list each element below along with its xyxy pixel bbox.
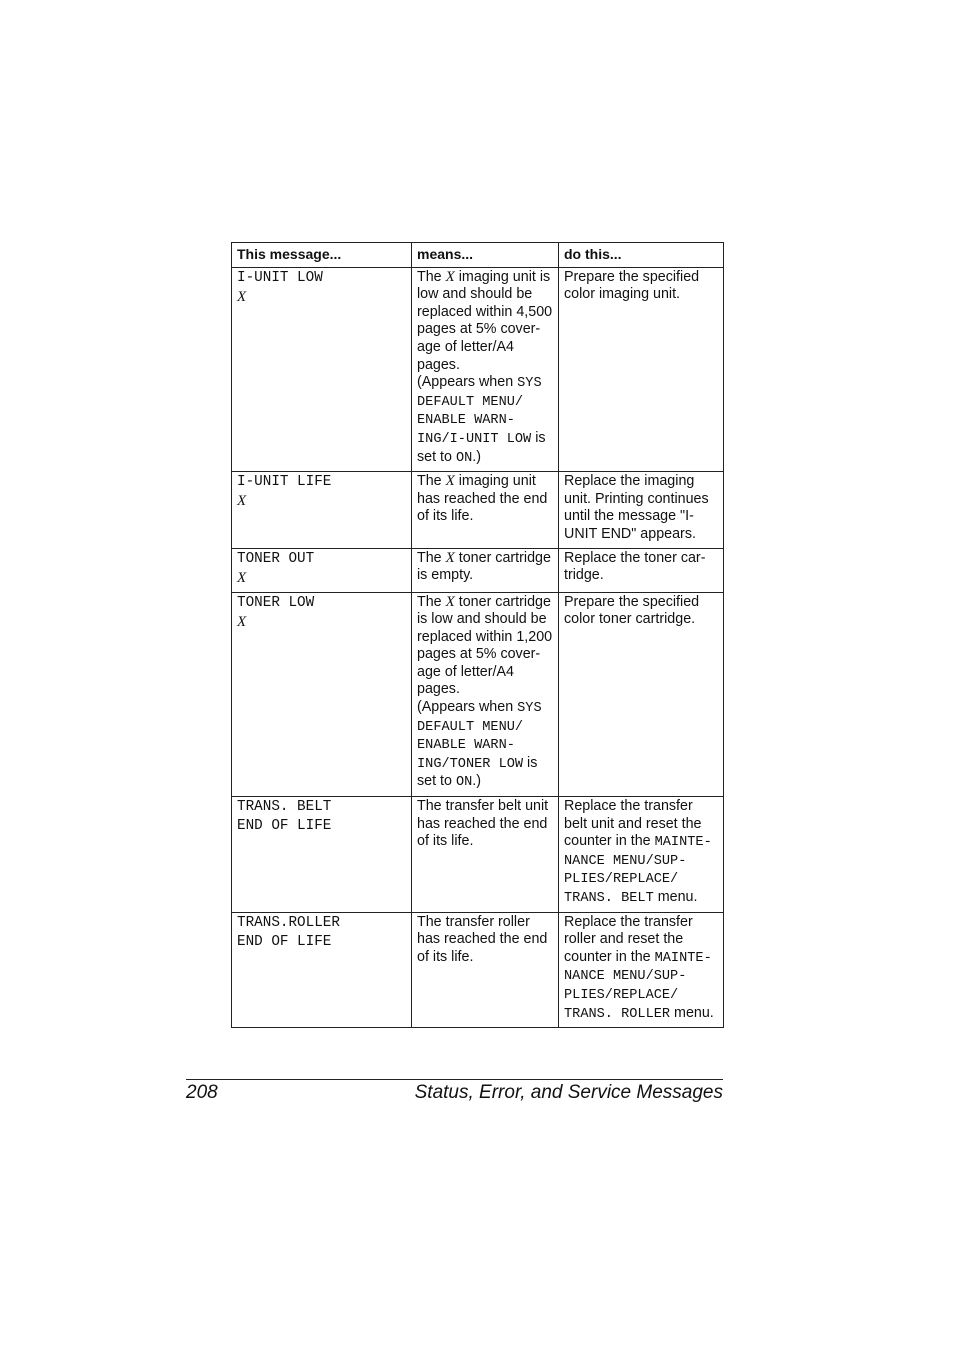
action-text: Prepare the specified color toner cartridge. <box>564 593 700 628</box>
footer-rule <box>186 1079 723 1080</box>
table-row <box>232 592 724 797</box>
menu-path: SYS DEFAULT MENU/ ENABLE WARNING/TONER LOW <box>417 701 542 772</box>
header-do-this: do this... <box>559 243 724 268</box>
means-text: .) <box>472 773 482 790</box>
means-text: imaging unit has reached the end of its life. <box>417 473 548 525</box>
message-cell <box>232 592 412 797</box>
action-cell <box>559 548 724 592</box>
table-row <box>232 267 724 472</box>
message-code: TONER LOW <box>237 594 315 611</box>
action-cell <box>559 912 724 1028</box>
action-text: menu. <box>670 1004 714 1021</box>
means-text: The <box>417 473 446 490</box>
means-text: The <box>417 593 446 610</box>
table-row <box>232 797 724 913</box>
message-code: END OF LIFE <box>237 933 332 950</box>
means-text: is set to <box>417 754 538 790</box>
message-code: I-UNIT LOW <box>237 269 323 286</box>
action-text: Prepare the specified color imaging unit. <box>564 268 700 303</box>
message-code: I-UNIT LIFE <box>237 474 332 491</box>
menu-path: ON <box>455 775 473 791</box>
means-text: The transfer belt unit has reached the end of its life. <box>417 798 549 850</box>
means-cell <box>412 267 559 472</box>
means-text: imaging unit is low and should be replaced within 4,500 pages at 5% coverage of letter/A4 pages. <box>417 268 553 373</box>
menu-path: SYS DEFAULT MENU/ ENABLE WARNING/I-UNIT LOW <box>417 376 542 447</box>
message-code: END OF LIFE <box>237 818 332 835</box>
table-row <box>232 548 724 592</box>
action-cell <box>559 267 724 472</box>
chapter-title: Status, Error, and Service Messages <box>414 1082 723 1103</box>
action-text: Replace the toner cartridge. <box>564 549 706 584</box>
table-row <box>232 472 724 548</box>
action-cell <box>559 592 724 797</box>
means-text: (Appears when <box>417 374 518 391</box>
message-code: TONER OUT <box>237 550 315 567</box>
table-row <box>232 912 724 1028</box>
means-cell <box>412 548 559 592</box>
means-text: is set to <box>417 429 546 465</box>
table-body <box>232 267 724 1028</box>
message-code: TRANS.ROLLER <box>237 914 340 931</box>
messages-table <box>231 242 724 1028</box>
means-text: The transfer roller has reached the end of its life. <box>417 913 548 965</box>
action-cell <box>559 472 724 548</box>
action-text: Replace the imaging unit. Printing continues until the message "I-UNIT END" appears. <box>564 473 709 542</box>
menu-path: MAINTENANCE MENU/SUPPLIES/REPLACE/ TRANS. ROLLER <box>564 950 712 1022</box>
color-variable: X <box>237 493 247 510</box>
color-variable: X <box>237 288 247 305</box>
message-cell <box>232 548 412 592</box>
action-text: menu. <box>653 889 698 905</box>
header-this-message: This message... <box>232 243 412 268</box>
color-variable: X <box>445 593 455 610</box>
header-means: means... <box>412 243 559 268</box>
message-cell <box>232 797 412 913</box>
action-text: Replace the transfer roller and reset the counter in the <box>564 913 693 965</box>
color-variable: X <box>445 549 455 566</box>
message-cell <box>232 912 412 1028</box>
means-cell <box>412 912 559 1028</box>
action-cell <box>559 797 724 913</box>
message-cell <box>232 267 412 472</box>
means-text: toner cartridge is low and should be replaced within 1,200 pages at 5% coverage of letter/A4 pages. <box>417 593 553 698</box>
table-header-row <box>232 243 724 268</box>
means-text: The <box>417 268 446 285</box>
color-variable: X <box>237 569 247 586</box>
menu-path: ON <box>455 450 473 466</box>
means-text: toner cartridge is empty. <box>417 549 551 584</box>
means-text: .) <box>472 448 482 465</box>
page-number: 208 <box>186 1082 218 1103</box>
color-variable: X <box>237 613 247 630</box>
means-text: (Appears when <box>417 699 518 716</box>
action-text: Replace the transfer belt unit and reset the counter in the <box>564 798 702 850</box>
message-cell <box>232 472 412 548</box>
color-variable: X <box>445 473 455 490</box>
message-code: TRANS. BELT <box>237 799 332 816</box>
means-cell <box>412 472 559 548</box>
menu-path: MAINTENANCE MENU/SUPPLIES/REPLACE/ TRANS. BELT <box>564 835 712 906</box>
means-cell <box>412 592 559 797</box>
means-text: The <box>417 549 446 566</box>
means-cell <box>412 797 559 913</box>
color-variable: X <box>445 268 455 285</box>
